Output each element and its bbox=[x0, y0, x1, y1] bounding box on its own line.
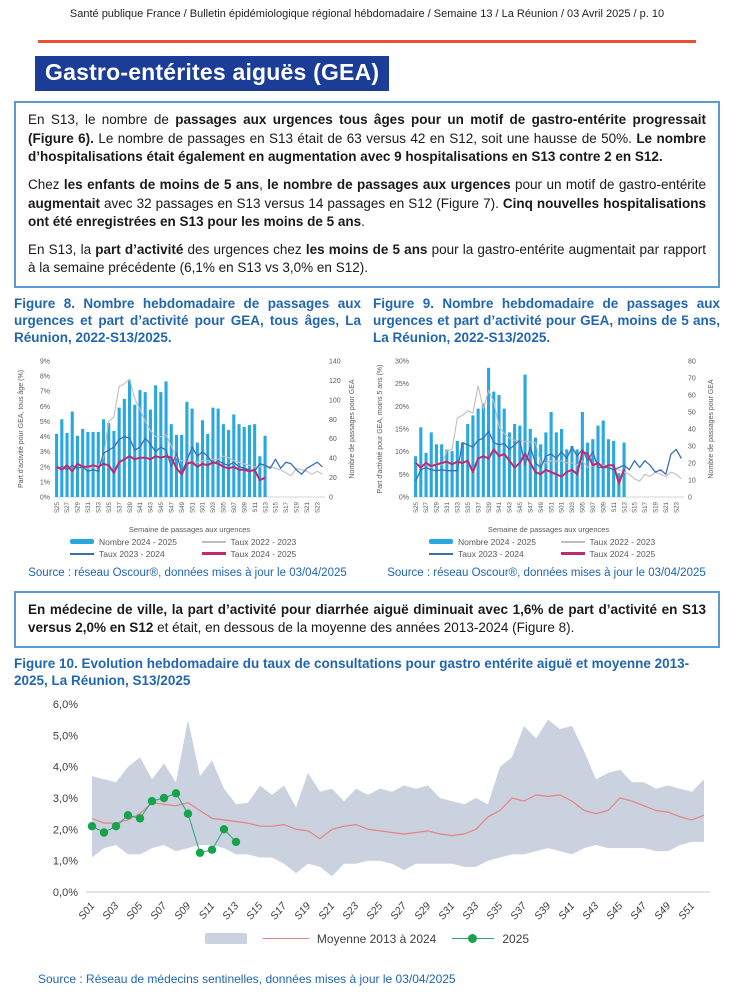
svg-text:0: 0 bbox=[688, 494, 692, 502]
document-header: Santé publique France / Bulletin épidémiologique régional hébdomadaire / Semaine 13 / La Réunion / 03 Avril 2025 / p. 10 bbox=[69, 8, 665, 20]
svg-text:40: 40 bbox=[688, 426, 696, 434]
svg-text:S43: S43 bbox=[506, 501, 514, 513]
svg-text:S29: S29 bbox=[412, 899, 434, 922]
legend-label-mean: Moyenne 2013 à 2024 bbox=[316, 931, 437, 946]
svg-text:S31: S31 bbox=[444, 501, 452, 513]
svg-text:4,0%: 4,0% bbox=[52, 761, 78, 774]
svg-text:S11: S11 bbox=[196, 899, 218, 922]
svg-text:S09: S09 bbox=[241, 501, 249, 513]
svg-text:7%: 7% bbox=[39, 388, 50, 396]
svg-text:1%: 1% bbox=[39, 479, 50, 487]
svg-text:Semaine de passages aux urgenc: Semaine de passages aux urgences bbox=[487, 524, 610, 534]
svg-text:50: 50 bbox=[688, 409, 696, 417]
svg-text:100: 100 bbox=[329, 396, 341, 404]
svg-text:S13: S13 bbox=[262, 501, 270, 513]
svg-text:S09: S09 bbox=[600, 501, 608, 513]
svg-text:S07: S07 bbox=[148, 899, 170, 922]
summary-box bbox=[14, 101, 720, 288]
figure-10-caption: Figure 10. Evolution hebdomadaire du taux de consultations pour gastro entérite aiguë et moyenne 2013-2025, La Réunion, S13/2025 bbox=[14, 655, 690, 688]
svg-text:120: 120 bbox=[329, 377, 341, 385]
svg-text:S13: S13 bbox=[220, 899, 242, 922]
svg-text:S07: S07 bbox=[589, 501, 597, 513]
svg-text:S27: S27 bbox=[64, 501, 72, 513]
summary-paragraph-1: En S13, le nombre de passages aux urgences tous âges pour un motif de gastro-entérite progressait (Figure 6). Le nombre de passages en S13 était de 63 versus 42 en S12, soit une hausse de 50%. Le nombre d’hospitalisations était également en augmentation avec 9 hospitalisations en S13 contre 2 en S12. bbox=[28, 112, 706, 165]
svg-text:140: 140 bbox=[329, 358, 341, 366]
svg-text:8%: 8% bbox=[39, 373, 50, 381]
legend-item: Nombre 2024 - 2025 bbox=[70, 537, 202, 547]
svg-text:S49: S49 bbox=[178, 501, 186, 513]
svg-text:80: 80 bbox=[329, 416, 337, 424]
svg-text:S23: S23 bbox=[340, 899, 362, 922]
svg-text:S47: S47 bbox=[628, 899, 650, 922]
svg-text:S35: S35 bbox=[464, 501, 472, 513]
svg-text:0%: 0% bbox=[398, 494, 409, 502]
svg-text:S05: S05 bbox=[124, 899, 146, 922]
figure-10-legend bbox=[0, 932, 734, 946]
legend-item: Nombre 2024 - 2025 bbox=[429, 537, 561, 547]
svg-text:S37: S37 bbox=[475, 501, 483, 513]
svg-text:Semaine de passages aux urgenc: Semaine de passages aux urgences bbox=[128, 524, 251, 534]
svg-text:S39: S39 bbox=[485, 501, 493, 513]
svg-text:S01: S01 bbox=[76, 899, 98, 922]
svg-text:S29: S29 bbox=[433, 501, 441, 513]
figure-9-legend bbox=[373, 537, 720, 559]
svg-text:S15: S15 bbox=[272, 501, 280, 513]
svg-text:S31: S31 bbox=[436, 899, 458, 922]
svg-text:0: 0 bbox=[329, 494, 333, 502]
svg-text:S41: S41 bbox=[556, 899, 578, 922]
svg-text:S15: S15 bbox=[631, 501, 639, 513]
svg-text:S49: S49 bbox=[652, 899, 674, 922]
svg-text:30: 30 bbox=[688, 443, 696, 451]
figure-8-caption: Figure 8. Nombre hebdomadaire de passages aux urgences et part d’activité pour GEA, tous âges, La Réunion, 2022-S13/2025. bbox=[14, 296, 361, 345]
svg-text:3,0%: 3,0% bbox=[52, 792, 78, 805]
svg-text:S25: S25 bbox=[53, 501, 61, 513]
figure-9 bbox=[373, 296, 720, 579]
svg-text:S27: S27 bbox=[388, 899, 410, 922]
svg-text:S41: S41 bbox=[496, 501, 504, 513]
legend-item: Taux 2023 - 2024 bbox=[429, 549, 561, 559]
svg-text:S33: S33 bbox=[460, 899, 482, 922]
svg-text:S51: S51 bbox=[676, 899, 698, 922]
medecine-ville-paragraph: En médecine de ville, la part d’activité pour diarrhée aiguë diminuait avec 1,6% de part d’activité en S13 versus 2,0% en S12 et était, en dessous de la moyenne des années 2013-2024 (Figure 8). bbox=[28, 601, 706, 636]
svg-text:S35: S35 bbox=[484, 899, 506, 922]
legend-item: Taux 2022 - 2023 bbox=[561, 537, 693, 547]
summary-paragraph-2: Chez les enfants de moins de 5 ans, le nombre de passages aux urgences pour un motif de gastro-entérite augmentait avec 32 passages en S13 versus 14 passages en S12 (Figure 7). Cinq nouvelles hospitalisations ont été enregistrées en S13 pour les moins de 5 ans. bbox=[28, 176, 706, 230]
figure-9-chart bbox=[373, 351, 720, 537]
svg-text:S47: S47 bbox=[168, 501, 176, 513]
svg-text:15%: 15% bbox=[394, 426, 409, 434]
svg-text:S43: S43 bbox=[580, 899, 602, 922]
figure-8 bbox=[14, 296, 361, 579]
svg-text:S17: S17 bbox=[283, 501, 291, 513]
svg-text:2,0%: 2,0% bbox=[52, 823, 78, 836]
svg-text:Part d'activité pour GEA, tous: Part d'activité pour GEA, tous âge (%) bbox=[18, 369, 25, 488]
svg-text:6,0%: 6,0% bbox=[52, 698, 78, 711]
svg-text:4%: 4% bbox=[39, 433, 50, 441]
svg-text:Part d'activité pour GEA, moin: Part d'activité pour GEA, moins 5 ans (%) bbox=[377, 364, 384, 494]
section-title: Gastro-entérites aiguës (GEA) bbox=[35, 56, 389, 91]
figure-8-legend bbox=[14, 537, 361, 559]
legend-item: Taux 2022 - 2023 bbox=[202, 537, 334, 547]
svg-text:S51: S51 bbox=[189, 501, 197, 513]
svg-text:S13: S13 bbox=[621, 501, 629, 513]
svg-text:S07: S07 bbox=[230, 501, 238, 513]
svg-text:S45: S45 bbox=[604, 899, 626, 922]
svg-text:S21: S21 bbox=[316, 899, 338, 922]
svg-text:S39: S39 bbox=[126, 501, 134, 513]
svg-text:40: 40 bbox=[329, 455, 337, 463]
band-swatch bbox=[205, 933, 247, 944]
svg-text:6%: 6% bbox=[39, 403, 50, 411]
summary-paragraph-3: En S13, la part d’activité des urgences chez les moins de 5 ans pour la gastro-entérite augmentait par rapport à la semaine précédente (6,1% en S13 vs 3,0% en S12). bbox=[28, 241, 706, 276]
svg-text:S19: S19 bbox=[652, 501, 660, 513]
svg-text:5%: 5% bbox=[398, 471, 409, 479]
svg-text:20: 20 bbox=[688, 460, 696, 468]
svg-text:10%: 10% bbox=[394, 448, 409, 456]
svg-text:S51: S51 bbox=[548, 501, 556, 513]
legend-item: Taux 2024 - 2025 bbox=[561, 549, 693, 559]
svg-text:S27: S27 bbox=[423, 501, 431, 513]
svg-text:3%: 3% bbox=[39, 448, 50, 456]
legend-item-2025 bbox=[452, 932, 529, 946]
svg-text:S11: S11 bbox=[251, 501, 259, 513]
svg-text:80: 80 bbox=[688, 358, 696, 366]
svg-text:S19: S19 bbox=[293, 501, 301, 513]
svg-text:S03: S03 bbox=[100, 899, 122, 922]
svg-text:S03: S03 bbox=[569, 501, 577, 513]
svg-text:10: 10 bbox=[688, 477, 696, 485]
svg-text:1,0%: 1,0% bbox=[52, 855, 78, 868]
svg-text:S31: S31 bbox=[85, 501, 93, 513]
svg-text:S17: S17 bbox=[642, 501, 650, 513]
svg-text:5,0%: 5,0% bbox=[52, 729, 78, 742]
svg-text:S33: S33 bbox=[454, 501, 462, 513]
svg-text:S43: S43 bbox=[147, 501, 155, 513]
svg-text:S45: S45 bbox=[158, 501, 166, 513]
mean-line-swatch bbox=[263, 938, 309, 939]
dot-swatch bbox=[452, 934, 494, 944]
svg-text:0,0%: 0,0% bbox=[52, 886, 78, 899]
divider-rule bbox=[38, 40, 696, 43]
svg-text:Nombre de passages pour GEA: Nombre de passages pour GEA bbox=[708, 379, 715, 479]
svg-text:30%: 30% bbox=[394, 358, 409, 366]
svg-text:S19: S19 bbox=[292, 899, 314, 922]
svg-text:20: 20 bbox=[329, 474, 337, 482]
svg-text:S01: S01 bbox=[199, 501, 207, 513]
svg-text:S29: S29 bbox=[74, 501, 82, 513]
svg-text:S23: S23 bbox=[673, 501, 681, 513]
legend-label-2025: 2025 bbox=[502, 931, 530, 946]
figures-row bbox=[14, 296, 720, 579]
svg-text:20%: 20% bbox=[394, 403, 409, 411]
svg-text:S21: S21 bbox=[662, 501, 670, 513]
svg-text:S15: S15 bbox=[244, 899, 266, 922]
svg-text:S35: S35 bbox=[105, 501, 113, 513]
svg-text:S23: S23 bbox=[314, 501, 322, 513]
svg-text:2%: 2% bbox=[39, 463, 50, 471]
legend-item-mean bbox=[263, 932, 436, 946]
svg-text:S39: S39 bbox=[532, 899, 554, 922]
svg-text:25%: 25% bbox=[394, 380, 409, 388]
figure-10-source: Source : Réseau de médecins sentinelles, données mises à jour le 03/04/2025 bbox=[38, 971, 456, 986]
svg-text:S33: S33 bbox=[95, 501, 103, 513]
svg-text:9%: 9% bbox=[39, 358, 50, 366]
figure-9-caption: Figure 9. Nombre hebdomadaire de passages aux urgences et part d’activité pour GEA, moins de 5 ans, La Réunion, 2022-S13/2025. bbox=[373, 296, 720, 345]
svg-text:S17: S17 bbox=[268, 899, 290, 922]
figure-9-source: Source : réseau Oscour®, données mises à jour le 03/04/2025 bbox=[387, 566, 706, 579]
svg-text:60: 60 bbox=[329, 435, 337, 443]
legend-item: Taux 2024 - 2025 bbox=[202, 549, 334, 559]
svg-text:Nombre de passages pour GEA: Nombre de passages pour GEA bbox=[349, 379, 356, 479]
svg-text:S47: S47 bbox=[527, 501, 535, 513]
legend-item: Taux 2023 - 2024 bbox=[70, 549, 202, 559]
svg-text:70: 70 bbox=[688, 375, 696, 383]
svg-text:S03: S03 bbox=[210, 501, 218, 513]
svg-text:5%: 5% bbox=[39, 418, 50, 426]
svg-text:S01: S01 bbox=[558, 501, 566, 513]
svg-text:S09: S09 bbox=[172, 899, 194, 922]
svg-text:S11: S11 bbox=[610, 501, 618, 513]
svg-text:S41: S41 bbox=[137, 501, 145, 513]
svg-text:S05: S05 bbox=[220, 501, 228, 513]
figure-10-chart bbox=[14, 694, 720, 930]
svg-text:S45: S45 bbox=[517, 501, 525, 513]
svg-text:S21: S21 bbox=[303, 501, 311, 513]
figure-8-chart bbox=[14, 351, 361, 537]
medecine-ville-box bbox=[14, 591, 720, 648]
svg-text:60: 60 bbox=[688, 392, 696, 400]
svg-text:S25: S25 bbox=[412, 501, 420, 513]
figure-8-source: Source : réseau Oscour®, données mises à jour le 03/04/2025 bbox=[28, 566, 347, 579]
svg-text:S37: S37 bbox=[508, 899, 530, 922]
svg-text:S25: S25 bbox=[364, 899, 386, 922]
svg-text:S05: S05 bbox=[579, 501, 587, 513]
svg-text:S49: S49 bbox=[537, 501, 545, 513]
section-title-row bbox=[35, 56, 734, 91]
svg-text:0%: 0% bbox=[39, 494, 50, 502]
svg-text:S37: S37 bbox=[116, 501, 124, 513]
